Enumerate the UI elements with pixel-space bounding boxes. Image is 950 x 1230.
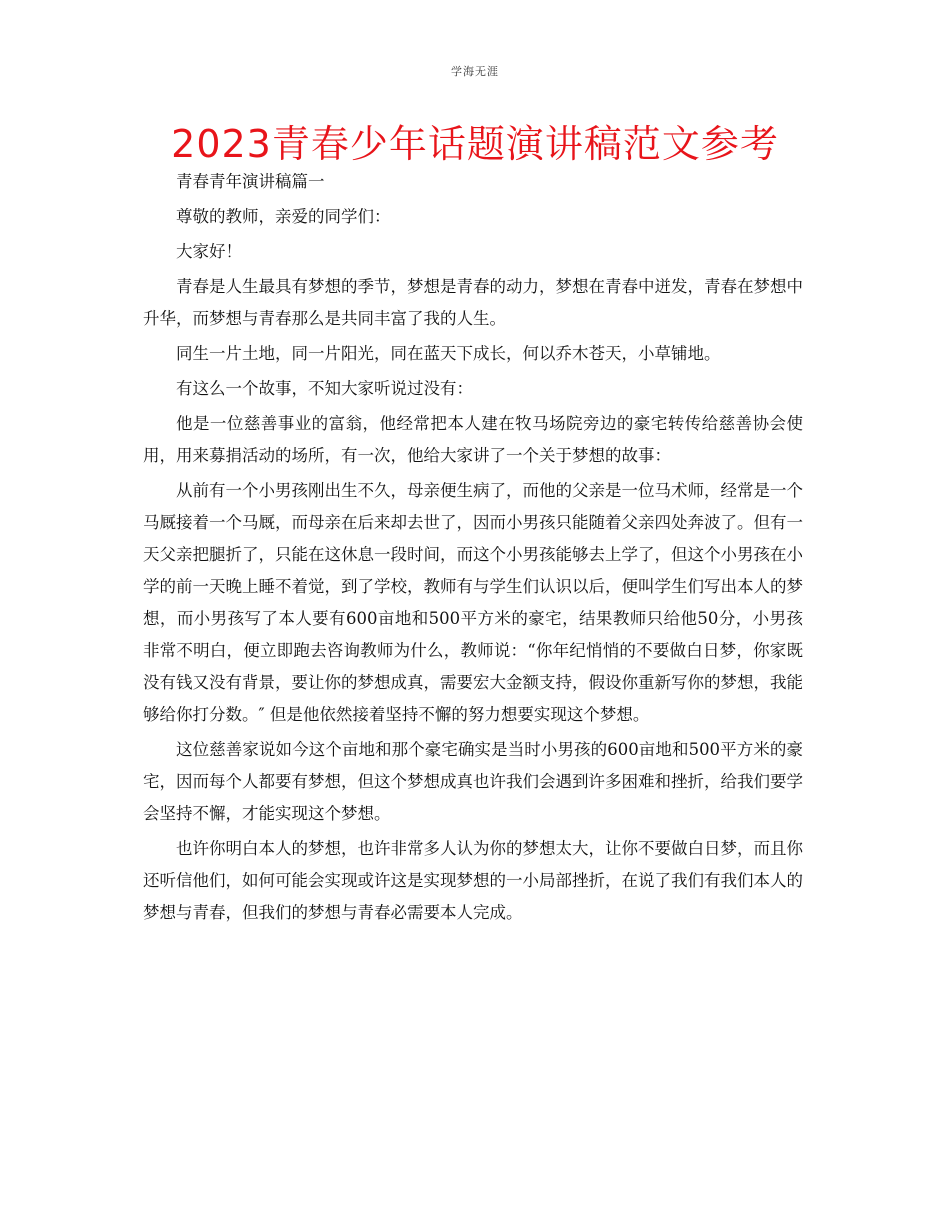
body-paragraph: 有这么一个故事，不知大家听说过没有： [176, 379, 473, 398]
body-paragraph: 也许你明白本人的梦想，也许非常多人认为你的梦想太大，让你不要做白日梦，而且你还听信他们，如何可能会实现或许这是实现梦想的一小局部挫折，在说了我们有我们本人的梦想与青春，但我们的梦想与青春必需要本人完成。 [143, 839, 803, 922]
body-paragraph: 青春是人生最具有梦想的季节，梦想是青春的动力，梦想在青春中迸发，青春在梦想中升华，而梦想与青春那么是共同丰富了我的人生。 [143, 277, 803, 328]
body-paragraph: 他是一位慈善事业的富翁，他经常把本人建在牧马场院旁边的豪宅转传给慈善协会使用，用来募捐活动的场所，有一次，他给大家讲了一个关于梦想的故事： [143, 414, 803, 465]
section-heading: 青春青年演讲稿篇一 [176, 172, 325, 191]
document-title: 2023青春少年话题演讲稿范文参考 [171, 122, 779, 166]
salutation: 尊敬的教师，亲爱的同学们： [176, 207, 391, 226]
body-paragraph: 从前有一个小男孩刚出生不久，母亲便生病了，而他的父亲是一位马术师，经常是一个马厩接着一个马厩，而母亲在后来却去世了，因而小男孩只能随着父亲四处奔波了。但有一天父亲把腿折了，只能在这休息一段时间，而这个小男孩能够去上学了，但这个小男孩在小学的前一天晚上睡不着觉，到了学校，教师有与学生们认识以后，便叫学生们写出本人的梦想，而小男孩写了本人要有600亩地和500平方米的豪宅，结果教师只给他50分，小男孩非常不明白，便立即跑去咨询教师为什么，教师说：“你年纪悄悄的不要做白日梦，你家既没有钱又没有背景，要让你的梦想成真，需要宏大金额支持，假设你重新写你的梦想，我能够给你打分数。″ 但是他依然接着坚持不懈的努力想要实现这个梦想。 [143, 481, 803, 724]
document-body [143, 166, 803, 932]
body-paragraph: 同生一片土地，同一片阳光，同在蓝天下成长，何以乔木苍天，小草铺地。 [176, 344, 721, 363]
header-note: 学海无涯 [451, 65, 499, 78]
body-paragraph: 这位慈善家说如今这个亩地和那个豪宅确实是当时小男孩的600亩地和500平方米的豪宅，因而每个人都要有梦想，但这个梦想成真也许我们会遇到许多困难和挫折，给我们要学会坚持不懈，才能实现这个梦想。 [143, 740, 803, 823]
greeting: 大家好！ [176, 242, 242, 261]
